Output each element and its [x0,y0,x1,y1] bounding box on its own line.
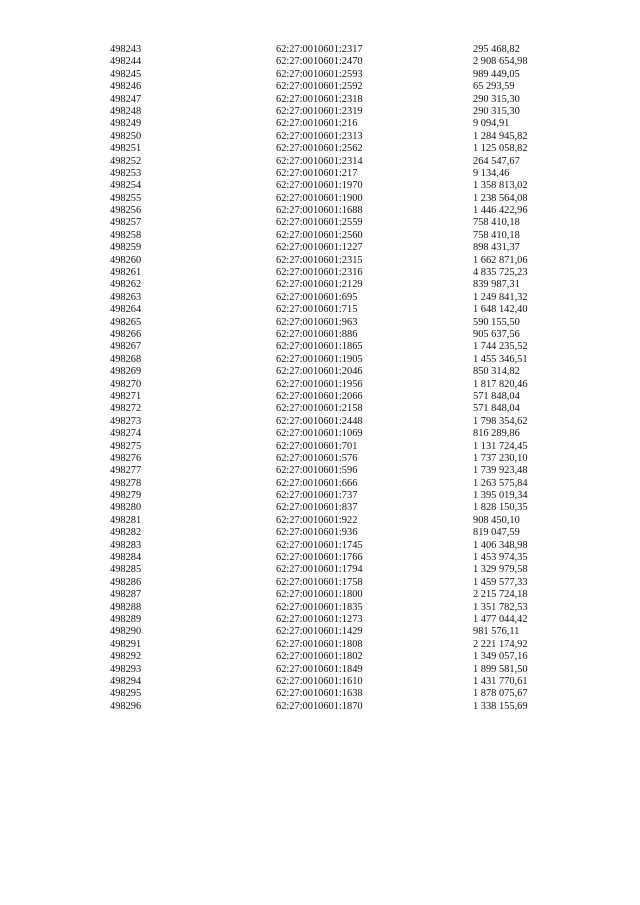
row-number: 498266 [110,328,142,340]
cadastral-value: 1 284 945,82 [473,130,528,142]
cadastral-value: 1 395 019,34 [473,490,528,502]
table-row [110,193,570,205]
cadastral-number: 62:27:0010601:1870 [276,700,363,712]
table-row [110,317,570,329]
row-number: 498276 [110,452,142,464]
row-number: 498261 [110,267,142,279]
table-row [110,564,570,576]
table-row [110,56,570,68]
cadastral-value: 850 314,82 [473,366,520,378]
table-row [110,639,570,651]
table-row [110,478,570,490]
table-row [110,106,570,118]
cadastral-number: 62:27:0010601:216 [276,118,358,130]
row-number: 498293 [110,663,142,675]
cadastral-value: 1 131 724,45 [473,440,528,452]
row-number: 498264 [110,304,142,316]
table-row [110,688,570,700]
table-row [110,329,570,341]
row-number: 498263 [110,291,142,303]
row-number: 498270 [110,378,142,390]
cadastral-value: 1 817 820,46 [473,378,528,390]
table-row [110,502,570,514]
cadastral-number: 62:27:0010601:2313 [276,130,363,142]
row-number: 498255 [110,192,142,204]
row-number: 498254 [110,180,142,192]
row-number: 498268 [110,353,142,365]
table-row [110,156,570,168]
cadastral-number: 62:27:0010601:1688 [276,205,363,217]
table-row [110,453,570,465]
cadastral-number: 62:27:0010601:1905 [276,353,363,365]
cadastral-number: 62:27:0010601:1800 [276,589,363,601]
cadastral-number: 62:27:0010601:1849 [276,663,363,675]
cadastral-value: 4 835 725,23 [473,267,528,279]
table-row [110,428,570,440]
row-number: 498246 [110,81,142,93]
row-number: 498257 [110,217,142,229]
table-row [110,614,570,626]
cadastral-number: 62:27:0010601:936 [276,527,358,539]
table-row [110,416,570,428]
cadastral-value: 1 351 782,53 [473,601,528,613]
cadastral-value: 1 349 057,16 [473,651,528,663]
cadastral-number: 62:27:0010601:1069 [276,428,363,440]
cadastral-number: 62:27:0010601:2316 [276,267,363,279]
table-row [110,341,570,353]
table-row [110,379,570,391]
row-number: 498295 [110,688,142,700]
row-number: 498258 [110,229,142,241]
cadastral-number: 62:27:0010601:2066 [276,390,363,402]
row-number: 498282 [110,527,142,539]
table-row [110,242,570,254]
cadastral-value: 1 238 564,08 [473,192,528,204]
cadastral-value: 1 338 155,69 [473,700,528,712]
cadastral-number: 62:27:0010601:2129 [276,279,363,291]
row-number: 498277 [110,465,142,477]
cadastral-number: 62:27:0010601:1835 [276,601,363,613]
cadastral-value: 981 576,11 [473,626,520,638]
table-row [110,391,570,403]
cadastral-number: 62:27:0010601:2317 [276,44,363,55]
row-number: 498294 [110,675,142,687]
cadastral-value: 905 637,56 [473,328,520,340]
row-number: 498285 [110,564,142,576]
cadastral-number: 62:27:0010601:1794 [276,564,363,576]
table-row [110,180,570,192]
row-number: 498280 [110,502,142,514]
table-row [110,490,570,502]
cadastral-number: 62:27:0010601:963 [276,316,358,328]
cadastral-number: 62:27:0010601:2592 [276,81,363,93]
cadastral-value: 1 358 813,02 [473,180,528,192]
cadastral-number: 62:27:0010601:695 [276,291,358,303]
row-number: 498279 [110,490,142,502]
cadastral-value: 1 899 581,50 [473,663,528,675]
row-number: 498278 [110,477,142,489]
cadastral-number: 62:27:0010601:596 [276,465,358,477]
cadastral-number: 62:27:0010601:2319 [276,105,363,117]
table-row [110,143,570,155]
table-row [110,441,570,453]
table-row [110,354,570,366]
cadastral-number: 62:27:0010601:217 [276,167,358,179]
cadastral-value: 65 293,59 [473,81,515,93]
cadastral-value: 1 455 346,51 [473,353,528,365]
cadastral-number: 62:27:0010601:837 [276,502,358,514]
cadastral-value-table [110,44,570,713]
cadastral-value: 1 878 075,67 [473,688,528,700]
table-row [110,676,570,688]
cadastral-value: 1 459 577,33 [473,576,528,588]
cadastral-number: 62:27:0010601:2315 [276,254,363,266]
row-number: 498269 [110,366,142,378]
cadastral-number: 62:27:0010601:1900 [276,192,363,204]
cadastral-value: 1 744 235,52 [473,341,528,353]
cadastral-value: 290 315,30 [473,93,520,105]
cadastral-value: 989 449,05 [473,68,520,80]
cadastral-value: 908 450,10 [473,514,520,526]
cadastral-number: 62:27:0010601:1802 [276,651,363,663]
row-number: 498274 [110,428,142,440]
cadastral-value: 816 289,86 [473,428,520,440]
row-number: 498259 [110,242,142,254]
cadastral-number: 62:27:0010601:666 [276,477,358,489]
table-row [110,552,570,564]
row-number: 498275 [110,440,142,452]
cadastral-number: 62:27:0010601:1638 [276,688,363,700]
cadastral-number: 62:27:0010601:2593 [276,68,363,80]
cadastral-number: 62:27:0010601:886 [276,328,358,340]
table-row [110,651,570,663]
cadastral-number: 62:27:0010601:701 [276,440,358,452]
table-row [110,540,570,552]
table-row [110,94,570,106]
cadastral-value: 1 737 230,10 [473,452,528,464]
cadastral-number: 62:27:0010601:1766 [276,552,363,564]
row-number: 498252 [110,155,142,167]
row-number: 498253 [110,167,142,179]
cadastral-number: 62:27:0010601:737 [276,490,358,502]
cadastral-value: 1 477 044,42 [473,613,528,625]
table-row [110,279,570,291]
row-number: 498265 [110,316,142,328]
row-number: 498248 [110,105,142,117]
row-number: 498249 [110,118,142,130]
row-number: 498256 [110,205,142,217]
row-number: 498283 [110,539,142,551]
table-row [110,589,570,601]
row-number: 498281 [110,514,142,526]
cadastral-value: 1 406 348,98 [473,539,528,551]
cadastral-value: 758 410,18 [473,217,520,229]
row-number: 498291 [110,638,142,650]
cadastral-number: 62:27:0010601:2470 [276,56,363,68]
cadastral-value: 264 547,67 [473,155,520,167]
row-number: 498260 [110,254,142,266]
cadastral-number: 62:27:0010601:922 [276,514,358,526]
cadastral-value: 1 249 841,32 [473,291,528,303]
cadastral-number: 62:27:0010601:2314 [276,155,363,167]
cadastral-number: 62:27:0010601:2559 [276,217,363,229]
cadastral-number: 62:27:0010601:1745 [276,539,363,551]
cadastral-number: 62:27:0010601:1808 [276,638,363,650]
cadastral-value: 9 094,91 [473,118,510,130]
table-row [110,131,570,143]
table-row [110,304,570,316]
cadastral-value: 9 134,46 [473,167,510,179]
row-number: 498296 [110,700,142,712]
row-number: 498273 [110,415,142,427]
cadastral-value: 295 468,82 [473,44,520,55]
table-row [110,465,570,477]
cadastral-value: 2 215 724,18 [473,589,528,601]
cadastral-value: 571 848,04 [473,403,520,415]
row-number: 498272 [110,403,142,415]
table-row [110,602,570,614]
row-number: 498247 [110,93,142,105]
cadastral-value: 1 125 058,82 [473,143,528,155]
cadastral-value: 2 908 654,98 [473,56,528,68]
table-row [110,515,570,527]
cadastral-value: 758 410,18 [473,229,520,241]
row-number: 498271 [110,390,142,402]
row-number: 498243 [110,44,142,55]
table-row [110,44,570,56]
row-number: 498290 [110,626,142,638]
cadastral-value: 1 828 150,35 [473,502,528,514]
cadastral-value: 839 987,31 [473,279,520,291]
row-number: 498286 [110,576,142,588]
cadastral-value: 1 453 974,35 [473,552,528,564]
row-number: 498262 [110,279,142,291]
cadastral-number: 62:27:0010601:1758 [276,576,363,588]
row-number: 498267 [110,341,142,353]
cadastral-value: 819 047,59 [473,527,520,539]
row-number: 498289 [110,613,142,625]
cadastral-value: 290 315,30 [473,105,520,117]
table-row [110,217,570,229]
cadastral-number: 62:27:0010601:1227 [276,242,363,254]
table-row [110,81,570,93]
table-row [110,292,570,304]
row-number: 498244 [110,56,142,68]
cadastral-number: 62:27:0010601:715 [276,304,358,316]
cadastral-number: 62:27:0010601:1865 [276,341,363,353]
table-row [110,255,570,267]
cadastral-value: 1 263 575,84 [473,477,528,489]
table-row [110,701,570,713]
table-row [110,366,570,378]
cadastral-number: 62:27:0010601:1610 [276,675,363,687]
table-row [110,626,570,638]
cadastral-number: 62:27:0010601:1429 [276,626,363,638]
table-row [110,267,570,279]
table-row [110,664,570,676]
row-number: 498287 [110,589,142,601]
table-row [110,230,570,242]
cadastral-value: 1 739 923,48 [473,465,528,477]
cadastral-value: 1 798 354,62 [473,415,528,427]
cadastral-value: 1 431 770,61 [473,675,528,687]
row-number: 498288 [110,601,142,613]
cadastral-number: 62:27:0010601:2562 [276,143,363,155]
cadastral-number: 62:27:0010601:2158 [276,403,363,415]
row-number: 498251 [110,143,142,155]
cadastral-value: 590 155,50 [473,316,520,328]
row-number: 498245 [110,68,142,80]
table-row [110,577,570,589]
table-row [110,69,570,81]
cadastral-number: 62:27:0010601:1273 [276,613,363,625]
cadastral-value: 1 662 871,06 [473,254,528,266]
row-number: 498250 [110,130,142,142]
table-row [110,527,570,539]
row-number: 498284 [110,552,142,564]
cadastral-value: 2 221 174,92 [473,638,528,650]
cadastral-number: 62:27:0010601:1970 [276,180,363,192]
cadastral-number: 62:27:0010601:2046 [276,366,363,378]
cadastral-number: 62:27:0010601:1956 [276,378,363,390]
row-number: 498292 [110,651,142,663]
cadastral-number: 62:27:0010601:2560 [276,229,363,241]
table-row [110,403,570,415]
table-row [110,205,570,217]
table-row [110,168,570,180]
cadastral-number: 62:27:0010601:2318 [276,93,363,105]
cadastral-number: 62:27:0010601:576 [276,452,358,464]
cadastral-value: 898 431,37 [473,242,520,254]
table-row [110,118,570,130]
cadastral-value: 1 329 979,58 [473,564,528,576]
cadastral-value: 571 848,04 [473,390,520,402]
cadastral-value: 1 648 142,40 [473,304,528,316]
cadastral-number: 62:27:0010601:2448 [276,415,363,427]
cadastral-value: 1 446 422,96 [473,205,528,217]
